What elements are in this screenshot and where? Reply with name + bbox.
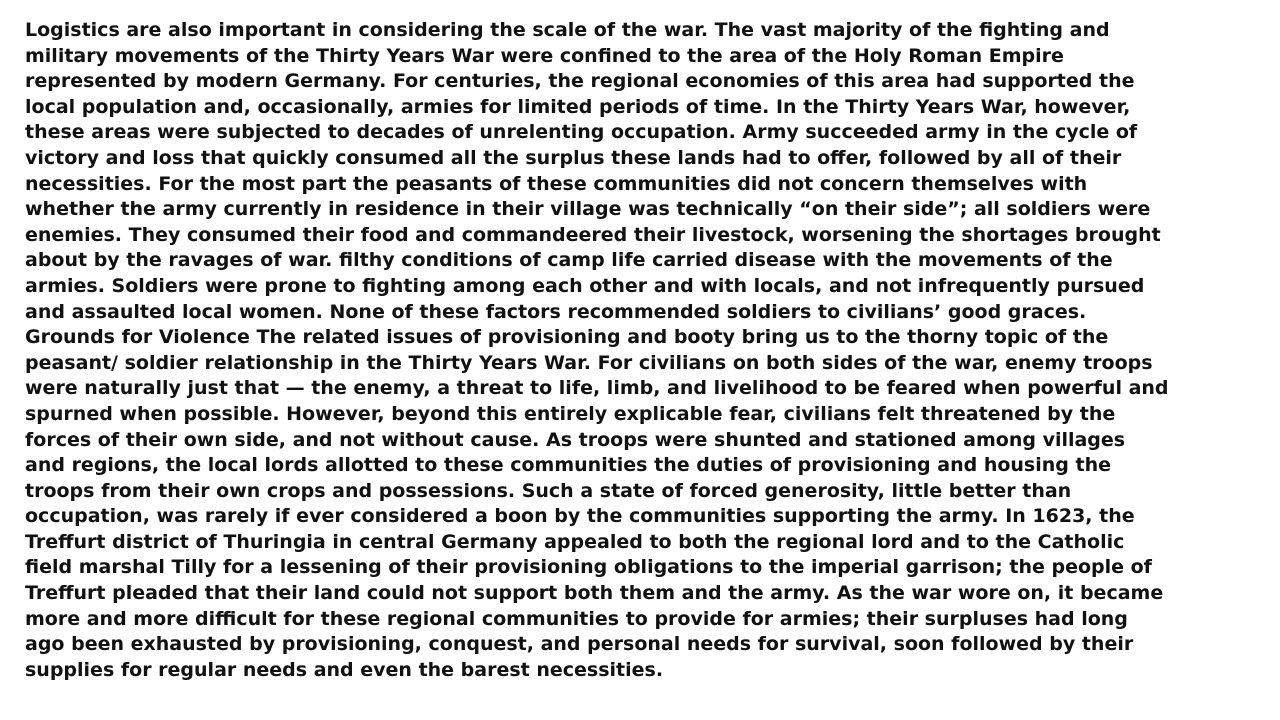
text-line: necessities. For the most part the peasants of these communities did not concern themselves with: [25, 172, 1088, 195]
text-line: victory and loss that quickly consumed all the surplus these lands had to offer, followed by all of their: [25, 146, 1122, 169]
section-heading-line: Grounds for Violence The related issues of provisioning and booty bring us to the thorny topic of the: [25, 326, 1109, 349]
text-line: field marshal Tilly for a lessening of their provisioning obligations to the imperial garrison; the people of: [25, 556, 1152, 579]
text-line: and regions, the local lords allotted to these communities the duties of provisioning and housing the: [25, 454, 1111, 477]
text-line: spurned when possible. However, beyond this entirely explicable fear, civilians felt threatened by the: [25, 402, 1116, 425]
text-line: were naturally just that — the enemy, a threat to life, limb, and livelihood to be feared when powerful and: [25, 377, 1169, 400]
text-line: Treffurt district of Thuringia in central Germany appealed to both the regional lord and to the Catholic: [25, 530, 1125, 553]
text-line: these areas were subjected to decades of unrelenting occupation. Army succeeded army in the cycle of: [25, 121, 1138, 144]
text-line: and assaulted local women. None of these factors recommended soldiers to civilians’ good graces.: [25, 300, 1087, 323]
text-line: Treffurt pleaded that their land could not support both them and the army. As the war wore on, it became: [25, 582, 1164, 605]
text-line: peasant/ soldier relationship in the Thirty Years War. For civilians on both sides of the war, enemy troops: [25, 351, 1153, 374]
text-line: about by the ravages of war. filthy conditions of camp life carried disease with the movements of the: [25, 249, 1113, 272]
text-line: whether the army currently in residence in their village was technically “on their side”; all soldiers were: [25, 198, 1151, 221]
text-line: represented by modern Germany. For centuries, the regional economies of this area had supported the: [25, 70, 1135, 93]
text-line: more and more difficult for these regional communities to provide for armies; their surpluses had long: [25, 607, 1128, 630]
text-line: occupation, was rarely if ever considered a boon by the communities supporting the army. In 1623, the: [25, 505, 1135, 528]
text-line: supplies for regular needs and even the barest necessities.: [25, 658, 664, 681]
text-line: ago been exhausted by provisioning, conquest, and personal needs for survival, soon followed by their: [25, 633, 1134, 656]
text-line: armies. Soldiers were prone to fighting among each other and with locals, and not infrequently pursued: [25, 274, 1145, 297]
text-line: troops from their own crops and possessions. Such a state of forced generosity, little better than: [25, 479, 1072, 502]
body-text: [25, 18, 1260, 683]
text-line: forces of their own side, and not without cause. As troops were shunted and stationed among villages: [25, 428, 1126, 451]
text-line: local population and, occasionally, armies for limited periods of time. In the Thirty Years War, however,: [25, 95, 1131, 118]
text-line: Logistics are also important in considering the scale of the war. The vast majority of the fighting and: [25, 19, 1110, 41]
text-line: military movements of the Thirty Years War were confined to the area of the Holy Roman Empire: [25, 44, 1064, 67]
text-line: enemies. They consumed their food and commandeered their livestock, worsening the shortages brought: [25, 223, 1161, 246]
